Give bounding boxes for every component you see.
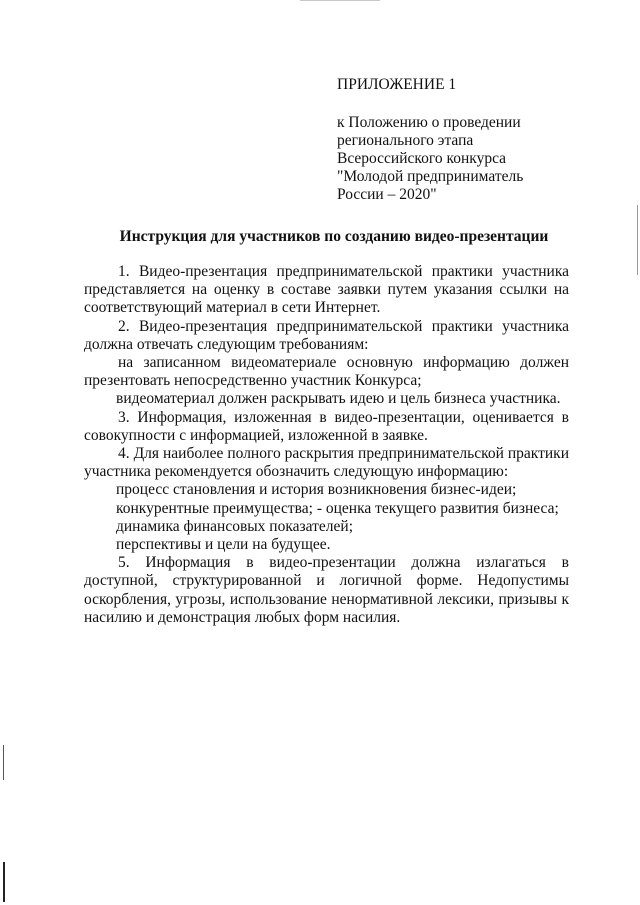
info-list-item: конкурентные преимущества; - оценка текущего развития бизнеса; — [116, 499, 559, 517]
appendix-line: Всероссийского конкурса — [337, 150, 507, 167]
info-list-item: перспективы и цели на будущее. — [116, 536, 331, 554]
appendix-line: "Молодой предприниматель — [337, 168, 524, 185]
paragraph-2: 2. Видео-презентация предпринимательской практики участника должна отвечать следующим требованиям: — [84, 317, 569, 353]
requirement-item: на записанном видеоматериале основную информацию должен презентовать непосредственно участник Конкурса; — [84, 354, 569, 390]
paragraph-5: 5. Информация в видео-презентации должна излагаться в доступной, структурированной и логичной форме. Недопустимы оскорбления, угрозы, использование ненормативной лексики, призывы к насилию и демонстрация любых форм насилия. — [84, 554, 569, 626]
appendix-line: России – 2020" — [337, 186, 437, 203]
paragraph-1: 1. Видео-презентация предпринимательской практики участника представляется на оценку в составе заявки путем указания ссылки на соответствующий материал в сети Интернет. — [84, 263, 569, 317]
document-title: Инструкция для участников по созданию видео-презентации — [119, 228, 549, 245]
scan-top-mark — [300, 0, 380, 1]
scan-left-edge-mark — [3, 745, 4, 780]
appendix-title: ПРИЛОЖЕНИЕ 1 — [337, 76, 457, 93]
appendix-line: регионального этапа — [337, 132, 474, 149]
appendix-header — [337, 76, 597, 204]
info-list-item: процесс становления и история возникновения бизнес-идеи; — [116, 481, 517, 499]
requirement-item: видеоматериал должен раскрывать идею и цель бизнеса участника. — [116, 390, 561, 408]
document-body — [84, 263, 569, 627]
appendix-line: к Положению о проведении — [337, 114, 521, 131]
info-list-item: динамика финансовых показателей; — [116, 517, 353, 535]
scan-left-edge-mark — [3, 862, 5, 902]
scan-right-edge-mark — [637, 205, 638, 275]
paragraph-4: 4. Для наиболее полного раскрытия предпринимательской практики участника рекомендуется обозначить следующую информацию: — [84, 445, 569, 481]
paragraph-3: 3. Информация, изложенная в видео-презентации, оценивается в совокупности с информацией, изложенной в заявке. — [84, 408, 569, 444]
